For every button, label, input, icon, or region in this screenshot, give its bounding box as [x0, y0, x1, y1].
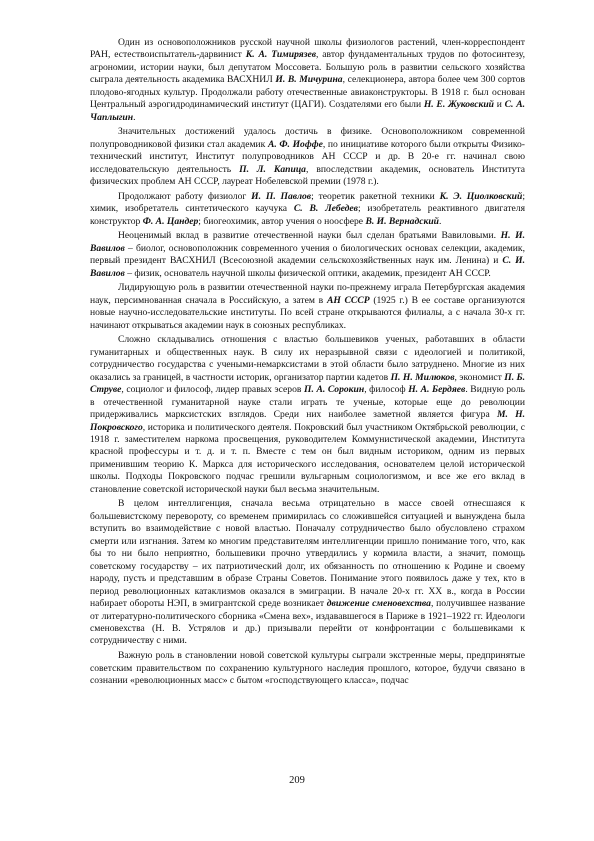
paragraph-text: ; теоретик ракетной техники [311, 190, 440, 202]
paragraph-text: , впоследствии академик, основатель Института физических проблем АН СССР, лауреат Нобелевской премии (1978 г.). [90, 163, 525, 188]
name-emphasis: К. А. Тимирязев [245, 49, 316, 61]
paragraph [90, 126, 525, 188]
paragraph-text: , по инициативе которого были открыты Физико-технический институт, Институт полупроводников АН СССР и др. В 20-е гг. начинал свою исследовательскую деятельность [90, 138, 525, 175]
paragraph-text: , историка и политического деятеля. Покровский был участником Октябрьской революции, с 1918 г. заместителем наркома просвещения, руководителем Коммунистической академии, Института красной профессуры и т. д. и т. п. Вместе с тем он был видным историком, одним из первых применившим теорию К. Маркса для исторического исследования, основателем целой исторической школы. Подходы Покровского подчас грешили вульгарным социологизмом, и все же его вклад в становление советской исторической науки был весьма значительным. [90, 421, 525, 495]
name-emphasis: движение сменовехства [326, 598, 431, 610]
paragraph [90, 37, 525, 124]
name-emphasis: П. Л. Капица [239, 163, 306, 175]
paragraph-text: ; химик, изобретатель синтетического каучука [90, 190, 526, 215]
paragraph-text: – биолог, основоположник современного учения о биологических основах селекции, академик, первый президент ВАСХНИЛ (Всесоюзной академии сельскохозяйственных наук им. Ленина) и [90, 242, 525, 267]
name-emphasis: С. А. Чаплыгин [90, 99, 525, 123]
document-body [90, 37, 525, 690]
paragraph [90, 191, 525, 228]
paragraph-text: и [494, 99, 505, 111]
name-emphasis: П. Н. Милюков [390, 371, 455, 383]
paragraph [90, 498, 525, 647]
paragraph-text: , экономист [454, 371, 505, 383]
paragraph-text: Лидирующую роль в развитии отечественной науки по-прежнему играла Петербургская академия наук, персимнованная сначала в Российскую, а затем в [90, 282, 525, 306]
name-emphasis: П. Б. Струве [90, 371, 525, 396]
paragraph-text: . Видную роль в отечественной гуманитарной науке стали играть те ученые, которые еще до революции придерживались марксистских взглядов. Среди них наиболее заметной является фигура [90, 384, 526, 421]
paragraph [90, 650, 525, 687]
paragraph-text: – физик, основатель научной школы физической оптики, академик, президент АН СССР. [124, 267, 491, 279]
page-number: 209 [289, 775, 305, 786]
paragraph-text: , социолог и философ, лидер правых эсеров [121, 384, 304, 396]
paragraph-text: , селекционера, автора более чем 300 сортов плодово-ягодных культур. Продолжали работу отечественные авиаконструкторы. В 1918 г. был основан Центральный аэрогидродинамический институт (ЦАГИ). Создателями его были [90, 74, 526, 111]
name-emphasis: И. В. Мичурина [275, 74, 343, 86]
paragraph-text: . [133, 111, 136, 123]
paragraph [90, 230, 525, 280]
name-emphasis: П. А. Сорокин [304, 384, 365, 396]
name-emphasis: С. В. Лебедев [293, 203, 358, 215]
name-emphasis: Ф. А. Цандер [142, 215, 199, 227]
paragraph-text: ; биогеохимик, автор учения о ноосфере [198, 215, 366, 227]
name-emphasis: Н. Е. Жуковский [423, 99, 495, 111]
name-emphasis: Н. А. Бердяев [408, 384, 466, 396]
paragraph-text: Неоценимый вклад в развитие отечественной науки был сделан братьями Вавиловыми. [118, 230, 501, 242]
paragraph-text: Сложно складывались отношения с властью большевиков ученых, работавших в области гуманитарных и общественных наук. В силу их неразрывной связи с идеологией и политикой, сотрудничество государства с учеными-немарксистами в этой области было затруднено. Многие из них оказались за границей, в частности историк, организатор партии кадетов [90, 334, 525, 383]
paragraph-text: , философ [364, 384, 409, 396]
paragraph-text: (1925 г.) В ее составе организуются новые научно-исследовательские институты. По всей стране открываются филиалы, а с начала 30-х гг. начинают открываться академии наук в союзных республиках. [90, 294, 525, 331]
name-emphasis: В. И. Вернадский [365, 215, 440, 227]
name-emphasis: И. П. Павлов [251, 190, 312, 202]
paragraph-text: Значительных достижений удалось достичь в физике. Основоположником современной полупроводниковой физики стал академик [90, 126, 525, 150]
name-emphasis: С. И. Вавилов [90, 255, 525, 279]
name-emphasis: А. Ф. Иоффе [267, 138, 323, 150]
paragraph-text: Важную роль в становлении новой советской культуры сыграли экстренные меры, предпринятые советским правительством по сохранению культурного наследия прошлого, которое, будучи связано в сознании «революционных масс» с бытом «господствующего класса», подчас [90, 650, 525, 686]
paragraph-text: ; изобретатель реактивного двигателя конструктор [90, 203, 525, 227]
paragraph-text: , автор фундаментальных трудов по фотосинтезу, агрономии, истории науки, был депутатом Моссовета. Большую роль в развитии сельского хозяйства сыграла деятельность академика ВАСХНИЛ [90, 49, 525, 86]
paragraph-text: . [439, 215, 442, 227]
paragraph-text: В целом интеллигенция, сначала весьма отрицательно в массе своей отнесшаяся к большевистскому перевороту, со временем примирилась со сложившейся ситуацией и вынуждена была вступить во взаимодействие с новой властью. Поначалу сотрудничество было обусловлено страхом смерти или изгнания. Затем ко многим представителям интеллигенции пришло понимание того, что, как бы то ни было неприятно, большевики прочно утвердились у кормила власти, а значит, помощь советскому государству – их патриотический долг, их обязанность по отношению к Родине и своему народу, пусть и представшим в образе Страны Советов. Понимание этого появилось даже у тех, кто в период революционных катаклизмов оказался в эмиграции. В начале 20-х гг. XX в., когда в России набирает обороты НЭП, в эмигрантской среде возникает [90, 498, 525, 610]
paragraph [90, 282, 525, 332]
paragraph-text: Продолжают работу физиолог [118, 190, 252, 202]
name-emphasis: К. Э. Циолковский [439, 190, 523, 202]
paragraph-text: Один из основоположников русской научной школы физиологов растений, член-корреспондент РАН, естествоиспытатель-дарвинист [90, 37, 525, 61]
name-emphasis: М. Н. Покровского [90, 409, 525, 433]
name-emphasis: АН СССР [326, 294, 370, 306]
paragraph-text: , получившее название от литературно-политического сборника «Смена вех», издававшегося в Париже в 1921–1922 гг. Идеологи сменовехства (Н. В. Устрялов и др.) призывали перейти от конфронтации с большевиками к сотрудничеству с ними. [90, 598, 525, 647]
name-emphasis: Н. И. Вавилов [90, 230, 526, 254]
paragraph [90, 334, 525, 496]
